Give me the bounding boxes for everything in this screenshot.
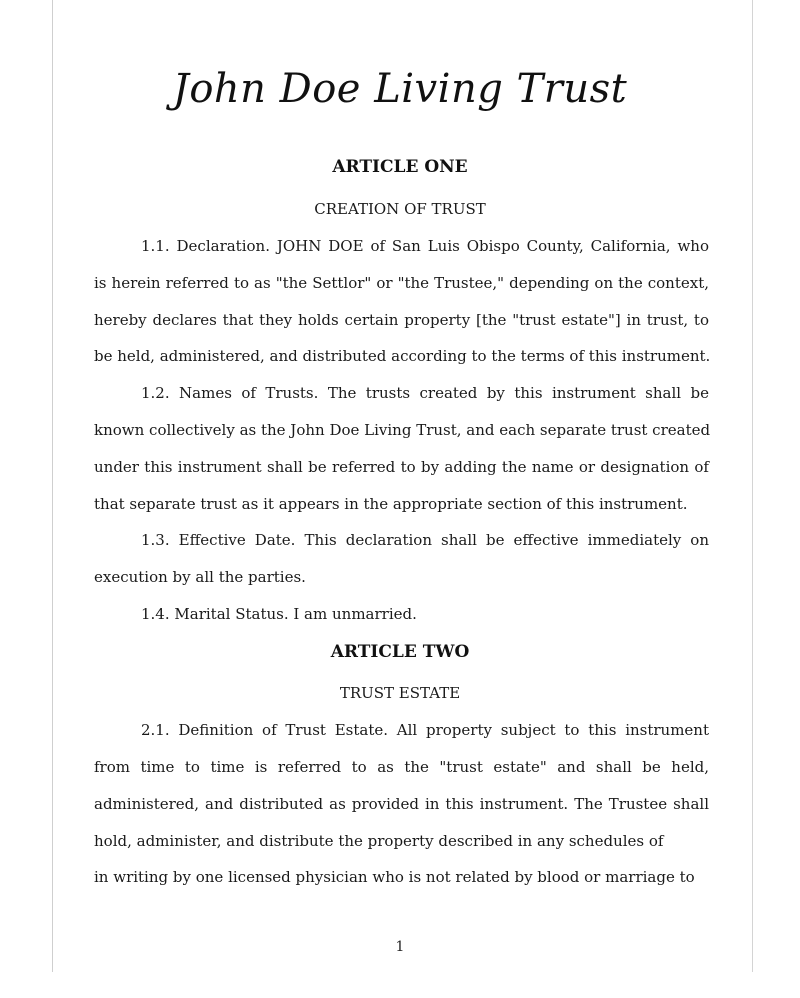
paragraph-line: 1.3. Effective Date. This declaration shall be effective immediately on (141, 531, 709, 549)
article-one-heading: ARTICLE ONE (332, 157, 468, 177)
paragraph-line: under this instrument shall be referred to by adding the name or designation of (94, 458, 709, 476)
paragraph-line: 1.1. Declaration. JOHN DOE of San Luis Obispo County, California, who (141, 237, 709, 255)
paragraph-line: 2.1. Definition of Trust Estate. All property subject to this instrument (141, 721, 709, 739)
paragraph-line: 1.4. Marital Status. I am unmarried. (141, 605, 417, 623)
paragraph-line: hereby declares that they holds certain property [the "trust estate"] in trust, to (94, 311, 709, 329)
paragraph-line: known collectively as the John Doe Living Trust, and each separate trust created (94, 421, 711, 439)
paragraph-line: execution by all the parties. (94, 568, 306, 586)
paragraph-line: be held, administered, and distributed according to the terms of this instrument. (94, 347, 711, 365)
article-two-subheading: TRUST ESTATE (339, 684, 461, 702)
article-one-subheading: CREATION OF TRUST (314, 200, 486, 218)
paragraph-line: 1.2. Names of Trusts. The trusts created by this instrument shall be (141, 384, 709, 402)
left-margin-line (52, 0, 53, 972)
paragraph-line: administered, and distributed as provided in this instrument. The Trustee shall (94, 795, 709, 813)
page-number: 1 (395, 939, 405, 955)
paragraph-line: that separate trust as it appears in the appropriate section of this instrument. (94, 495, 688, 513)
document-title: John Doe Living Trust (172, 66, 628, 112)
paragraph-line: from time to time is referred to as the "trust estate" and shall be held, (94, 758, 709, 776)
paragraph-line: is herein referred to as "the Settlor" or "the Trustee," depending on the context, (94, 274, 709, 292)
article-two-heading: ARTICLE TWO (330, 642, 470, 662)
right-margin-line (752, 0, 753, 972)
paragraph-line: in writing by one licensed physician who is not related by blood or marriage to (94, 868, 695, 886)
paragraph-line: hold, administer, and distribute the property described in any schedules of (94, 832, 664, 850)
